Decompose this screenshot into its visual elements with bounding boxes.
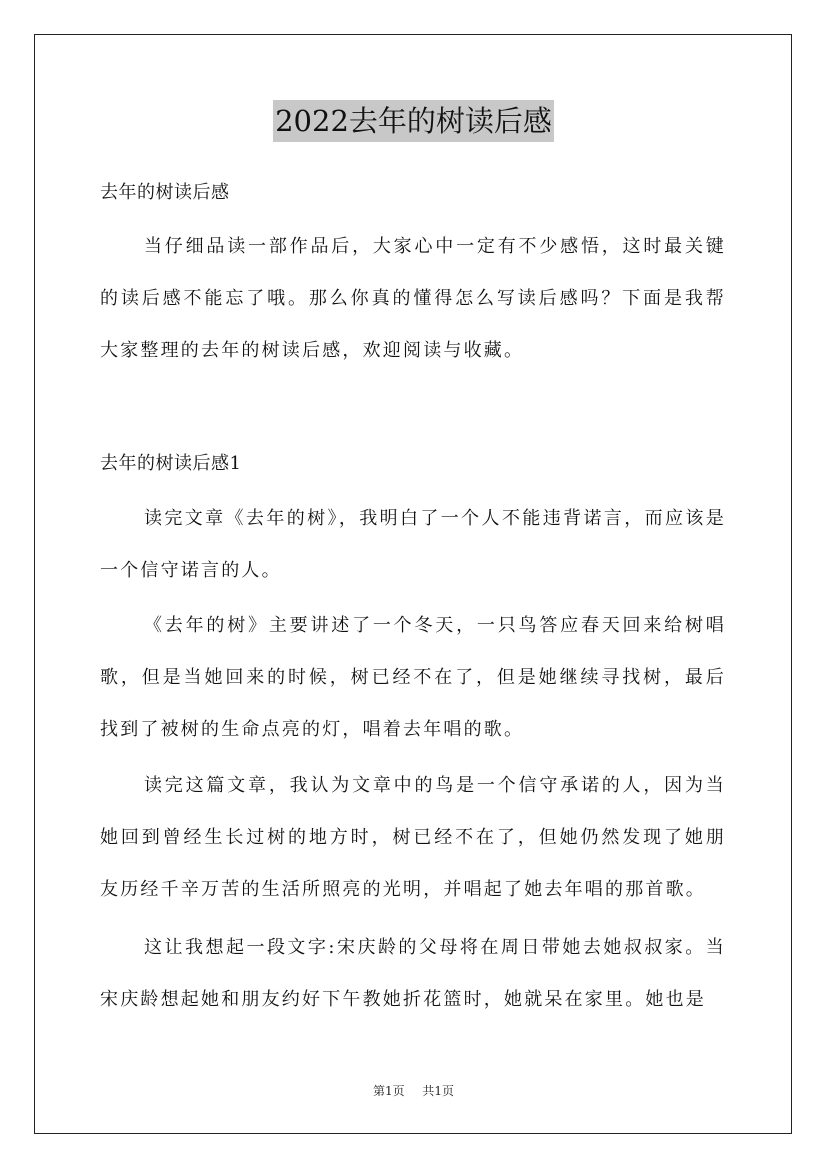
body-paragraph: 读完这篇文章，我认为文章中的鸟是一个信守承诺的人，因为当她回到曾经生长过树的地方时，树已经不在了，但她仍然发现了她朋友历经千辛万苦的生活所照亮的光明，并唱起了她去年唱的那首歌。	[100, 775, 726, 900]
title-container	[0, 100, 827, 142]
body-paragraph: 这让我想起一段文字:宋庆龄的父母将在周日带她去她叔叔家。当宋庆龄想起她和朋友约好下午教她折花篮时，她就呆在家里。她也是	[100, 937, 726, 1010]
document-title: 2022去年的树读后感	[273, 100, 554, 142]
section-heading: 去年的树读后感1	[100, 453, 242, 474]
page-number: 第1页	[373, 1084, 405, 1098]
intro-paragraph: 当仔细品读一部作品后，大家心中一定有不少感悟，这时最关键的读后感不能忘了哦。那么你真的懂得怎么写读后感吗？下面是我帮大家整理的去年的树读后感，欢迎阅读与收藏。	[100, 236, 726, 361]
page-total: 共1页	[422, 1084, 454, 1098]
page-footer	[0, 1082, 827, 1099]
document-subtitle: 去年的树读后感	[100, 182, 230, 203]
body-paragraph: 读完文章《去年的树》，我明白了一个人不能违背诺言，而应该是一个信守诺言的人。	[100, 508, 726, 581]
body-paragraph: 《去年的树》主要讲述了一个冬天，一只鸟答应春天回来给树唱歌，但是当她回来的时候，树已经不在了，但是她继续寻找树，最后找到了被树的生命点亮的灯，唱着去年唱的歌。	[100, 615, 726, 740]
